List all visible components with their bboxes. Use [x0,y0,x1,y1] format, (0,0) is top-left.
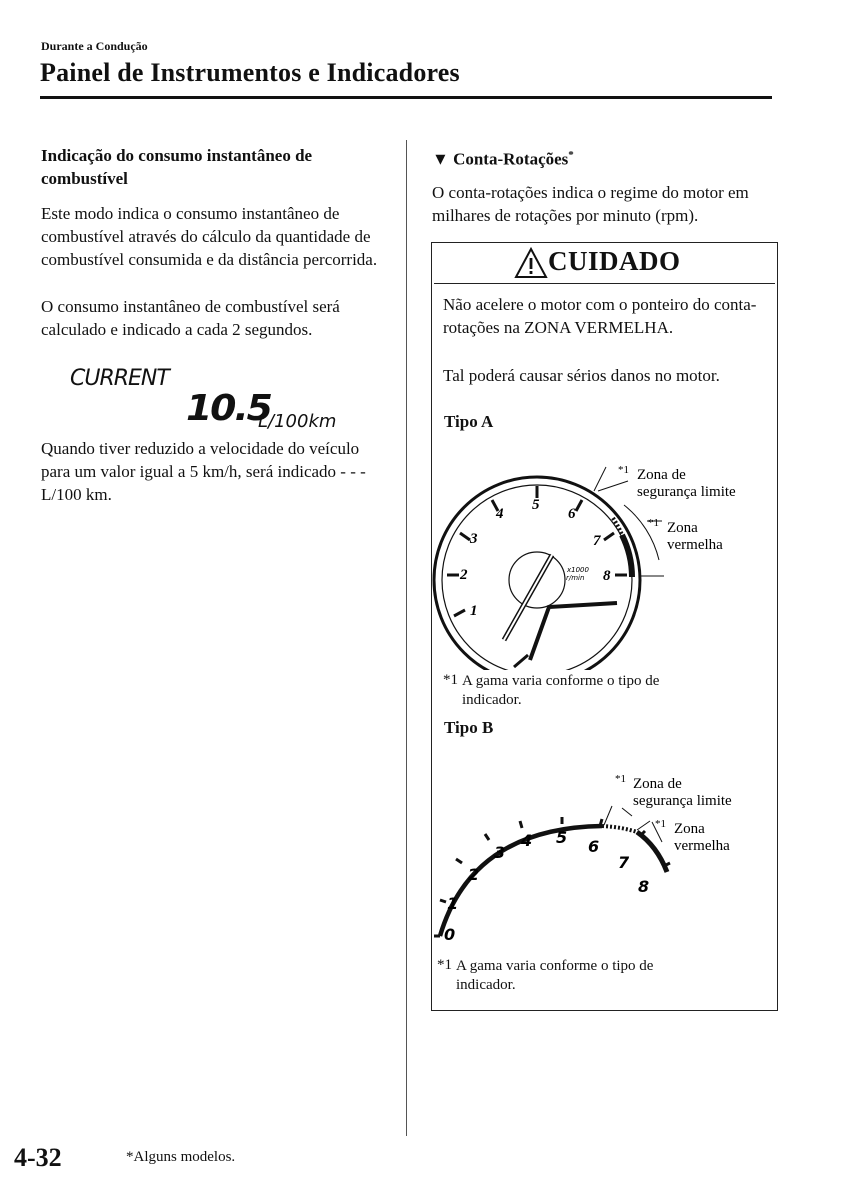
gauge-b-num-4: 4 [521,831,533,850]
gauge-a-num-1: 1 [470,603,478,619]
note-a-line2: indicador. [462,692,522,708]
gauge-a-num-4: 4 [496,506,504,522]
gauge-a-unit-line2: r/min [566,574,585,582]
tipo-a-label: Tipo A [444,412,494,431]
warning-triangle-icon [514,247,548,279]
caution-text-2: Tal poderá causar sérios danos no motor. [443,366,720,385]
gauge-a-ann2-line2: vermelha [667,537,723,553]
gauge-b-num-2: 2 [468,865,480,884]
gauge-a-num-3: 3 [470,531,478,547]
gauge-a-num-6: 6 [568,506,576,522]
tachometer-heading [432,144,777,171]
gauge-b-ann2-line2: vermelha [674,838,730,854]
gauge-b-num-5: 5 [556,828,568,847]
gauge-a-num-8: 8 [603,568,611,584]
note-a-mark: *1 [443,672,458,688]
tachometer-type-a-diagram [432,455,772,670]
fuel-paragraph-2: O consumo instantâneo de combustível será calculado e indicado a cada 2 segundos. [41,297,340,340]
gauge-b-ann1-line2: segurança limite [633,793,732,809]
gauge-a-num-2: 2 [460,567,468,583]
fuel-subheading: Indicação do consumo instantâneo de combustível [41,146,313,189]
tachometer-type-b-diagram [432,768,772,948]
page-number: 4-32 [14,1143,62,1172]
page-title: Painel de Instrumentos e Indicadores [40,58,460,87]
gauge-a-ann2-line1: Zona [667,520,698,536]
display-consumption-value: 10.5 [185,388,271,429]
gauge-b-ann1-line1: Zona de [633,776,682,792]
gauge-b-num-3: 3 [494,843,506,862]
gauge-a-ann1-line1: Zona de [637,467,686,483]
footer-note: *Alguns modelos. [126,1149,236,1165]
column-divider [406,140,407,1136]
gauge-b-ann2-mark: *1 [655,818,666,830]
fuel-paragraph-3: Quando tiver reduzido a velocidade do veículo para um valor igual a 5 km/h, será indicado - - - L/100 km. [41,439,366,505]
gauge-b-num-7: 7 [618,853,630,872]
gauge-b-num-1: 1 [447,894,459,913]
fuel-paragraph-1: Este modo indica o consumo instantâneo de combustível através do cálculo da quantidade de combustível consumida e da distância percorrida. [41,204,378,270]
gauge-b-num-8: 8 [638,877,650,896]
gauge-a-num-7: 7 [593,533,601,549]
caution-title: CUIDADO [548,246,681,276]
heading-marker: ▼ [432,149,449,169]
gauge-a-ann1-line2: segurança limite [637,484,736,500]
gauge-a-unit-line1: x1000 [567,566,589,574]
tachometer-paragraph: O conta-rotações indica o regime do motor em milhares de rotações por minuto (rpm). [432,183,749,226]
note-b-line1: A gama varia conforme o tipo de [456,958,654,974]
heading-footnote-mark: * [568,149,574,161]
gauge-b-ann2-line1: Zona [674,821,705,837]
gauge-a-ann2-mark: *1 [648,517,659,529]
display-consumption-unit: L/100km [258,411,337,432]
note-a-line1: A gama varia conforme o tipo de [462,673,660,689]
gauge-b-num-6: 6 [588,837,600,856]
title-rule [40,96,772,99]
gauge-b-num-0: 0 [444,925,456,944]
display-current-label: CURRENT [70,366,169,391]
tipo-b-label: Tipo B [444,718,494,737]
caution-text-1: Não acelere o motor com o ponteiro do conta-rotações na ZONA VERMELHA. [443,295,757,338]
section-label: Durante a Condução [41,39,148,53]
tachometer-heading-text: Conta-Rotações [453,149,569,169]
note-b-line2: indicador. [456,977,516,993]
gauge-b-ann1-mark: *1 [615,773,626,785]
note-b-mark: *1 [437,957,452,973]
gauge-a-ann1-mark: *1 [618,464,629,476]
gauge-a-num-5: 5 [532,497,540,513]
